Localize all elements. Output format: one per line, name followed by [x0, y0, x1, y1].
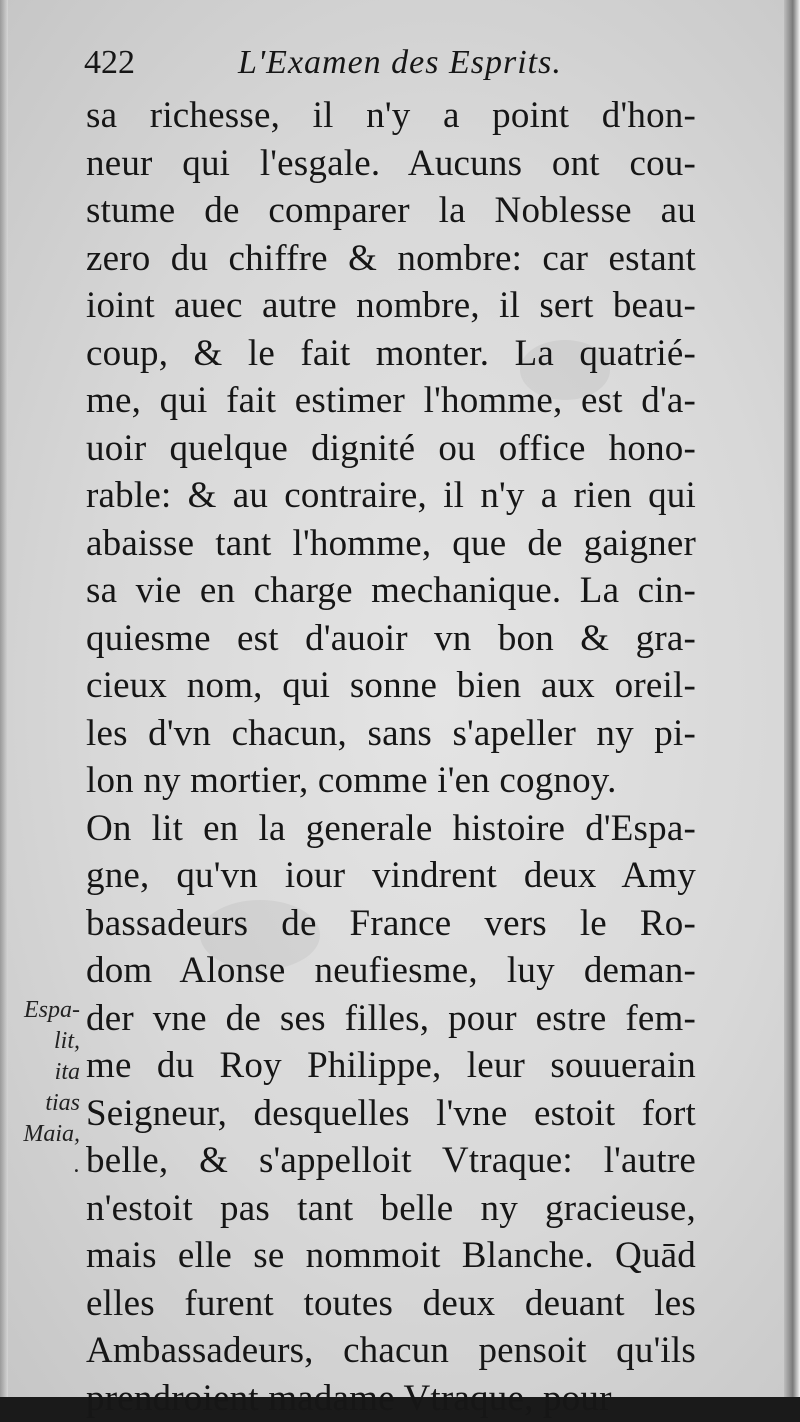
text-line: Ambassadeurs, chacun pensoit qu'ils	[86, 1327, 696, 1375]
text-line: n'estoit pas tant belle ny gracieuse,	[86, 1185, 696, 1233]
text-line: dom Alonse neufiesme, luy deman-	[86, 947, 696, 995]
text-line: cieux nom, qui sonne bien aux oreil-	[86, 662, 696, 710]
text-line: lon ny mortier, comme i'en cognoy.	[86, 757, 696, 805]
text-line: me, qui fait estimer l'homme, est d'a-	[86, 377, 696, 425]
text-line: abaisse tant l'homme, que de gaigner	[86, 520, 696, 568]
text-line: sa vie en charge mechanique. La cin-	[86, 567, 696, 615]
page-edge-shadow	[784, 0, 800, 1397]
page-gutter-shadow	[0, 0, 8, 1397]
text-line: mais elle se nommoit Blanche. Quād	[86, 1232, 696, 1280]
margin-note-line: lit,	[0, 1026, 80, 1057]
text-line: zero du chiffre & nombre: car estant	[86, 235, 696, 283]
margin-note-line: tias	[0, 1088, 80, 1119]
running-title: L'Examen des Esprits.	[238, 38, 562, 88]
text-line: sa richesse, il n'y a point d'hon-	[86, 92, 696, 140]
text-line: elles furent toutes deux deuant les	[86, 1280, 696, 1328]
margin-note-line: Espa-	[0, 995, 80, 1026]
text-line: les d'vn chacun, sans s'apeller ny pi-	[86, 710, 696, 758]
text-line: uoir quelque dignité ou office hono-	[86, 425, 696, 473]
text-line: stume de comparer la Noblesse au	[86, 187, 696, 235]
margin-notes	[0, 995, 80, 1181]
text-line: quiesme est d'auoir vn bon & gra-	[86, 615, 696, 663]
text-line: coup, & le fait monter. La quatrié-	[86, 330, 696, 378]
page-number: 422	[84, 38, 135, 88]
text-line: On lit en la generale histoire d'Espa-	[86, 805, 696, 853]
text-line: belle, & s'appelloit Vtraque: l'autre	[86, 1137, 696, 1185]
margin-note-line: Maia,	[0, 1119, 80, 1150]
margin-note-line: ita	[0, 1057, 80, 1088]
text-line: bassadeurs de France vers le Ro-	[86, 900, 696, 948]
running-header	[78, 38, 638, 88]
text-line: ioint auec autre nombre, il sert beau-	[86, 282, 696, 330]
text-line: Seigneur, desquelles l'vne estoit fort	[86, 1090, 696, 1138]
margin-note-line: .	[0, 1150, 80, 1181]
text-line: gne, qu'vn iour vindrent deux Amy	[86, 852, 696, 900]
body-text	[86, 92, 696, 1422]
text-line: rable: & au contraire, il n'y a rien qui	[86, 472, 696, 520]
text-line: prendroient madame Vtraque, pour	[86, 1375, 696, 1422]
text-line: der vne de ses filles, pour estre fem-	[86, 995, 696, 1043]
text-line: neur qui l'esgale. Aucuns ont cou-	[86, 140, 696, 188]
text-line: me du Roy Philippe, leur souuerain	[86, 1042, 696, 1090]
